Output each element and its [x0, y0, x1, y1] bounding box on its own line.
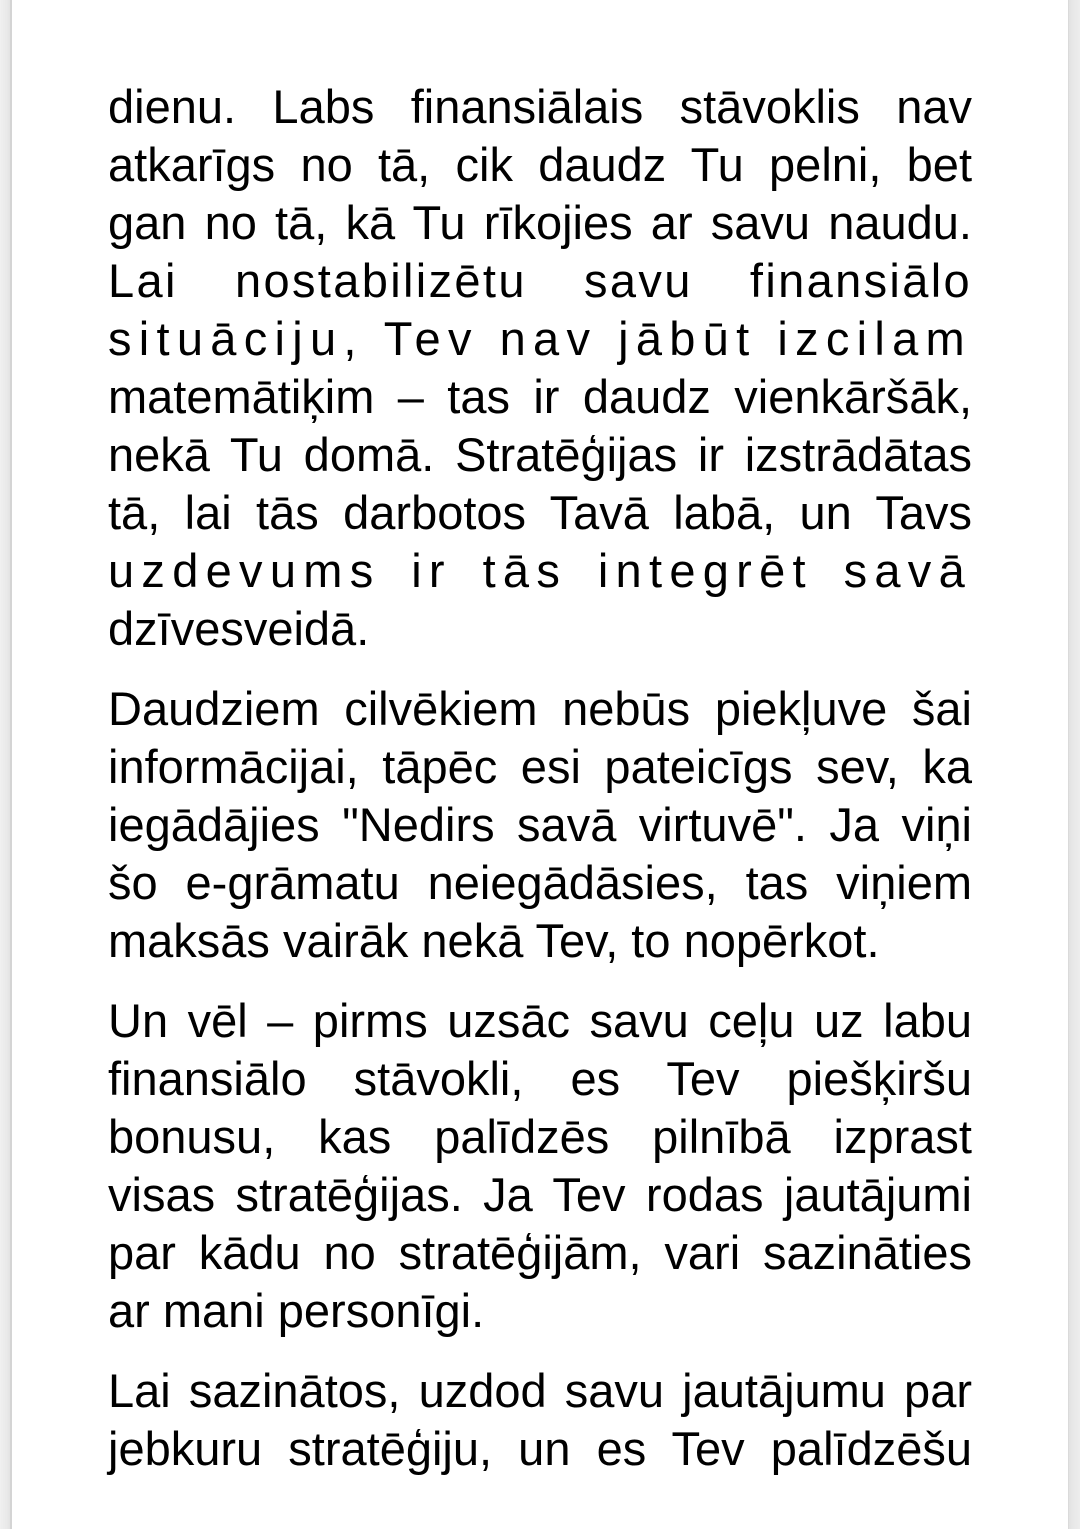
text-line: iegādājies "Nedirs savā virtuvē". Ja viņi — [108, 798, 972, 851]
text-line: dienu. Labs finansiālais stāvoklis nav — [108, 80, 972, 133]
text-line: Lai nostabilizētu savu finansiālo — [108, 254, 972, 307]
text-line: tā, lai tās darbotos Tavā labā, un Tavs — [108, 486, 972, 539]
text-line: uzdevums ir tās integrēt savā — [108, 544, 972, 597]
text-line: situāciju, Tev nav jābūt izcilam — [108, 312, 972, 365]
page-edge-right — [1068, 0, 1080, 1529]
text-line: informācijai, tāpēc esi pateicīgs sev, ka — [108, 740, 972, 793]
text-line: maksās vairāk nekā Tev, to nopērkot. — [108, 914, 880, 967]
text-line: bonusu, kas palīdzēs pilnībā izprast — [108, 1110, 972, 1163]
text-line: šo e-grāmatu neiegādāsies, tas viņiem — [108, 856, 972, 909]
paragraph — [108, 78, 972, 658]
text-line: Daudziem cilvēkiem nebūs piekļuve šai — [108, 682, 972, 735]
text-line: Lai sazinātos, uzdod savu jautājumu par — [108, 1364, 972, 1417]
text-line: par kādu no stratēģijām, vari sazināties — [108, 1226, 972, 1279]
text-line: ar mani personīgi. — [108, 1284, 485, 1337]
text-line: finansiālo stāvokli, es Tev piešķiršu — [108, 1052, 972, 1105]
text-line: dzīvesveidā. — [108, 602, 370, 655]
paragraph — [108, 992, 972, 1340]
text-line: visas stratēģijas. Ja Tev rodas jautājumi — [108, 1168, 972, 1221]
page-edge-left — [0, 0, 12, 1529]
paragraph — [108, 680, 972, 970]
text-line: atkarīgs no tā, cik daudz Tu pelni, bet — [108, 138, 972, 191]
paragraph — [108, 1362, 972, 1478]
text-line: gan no tā, kā Tu rīkojies ar savu naudu. — [108, 196, 972, 249]
book-page[interactable] — [12, 0, 1068, 1529]
text-line: Un vēl – pirms uzsāc savu ceļu uz labu — [108, 994, 972, 1047]
page-text — [108, 78, 972, 1500]
text-line: nekā Tu domā. Stratēģijas ir izstrādātas — [108, 428, 972, 481]
text-line: jebkuru stratēģiju, un es Tev palīdzēšu — [108, 1422, 972, 1475]
text-line: matemātiķim – tas ir daudz vienkāršāk, — [108, 370, 972, 423]
